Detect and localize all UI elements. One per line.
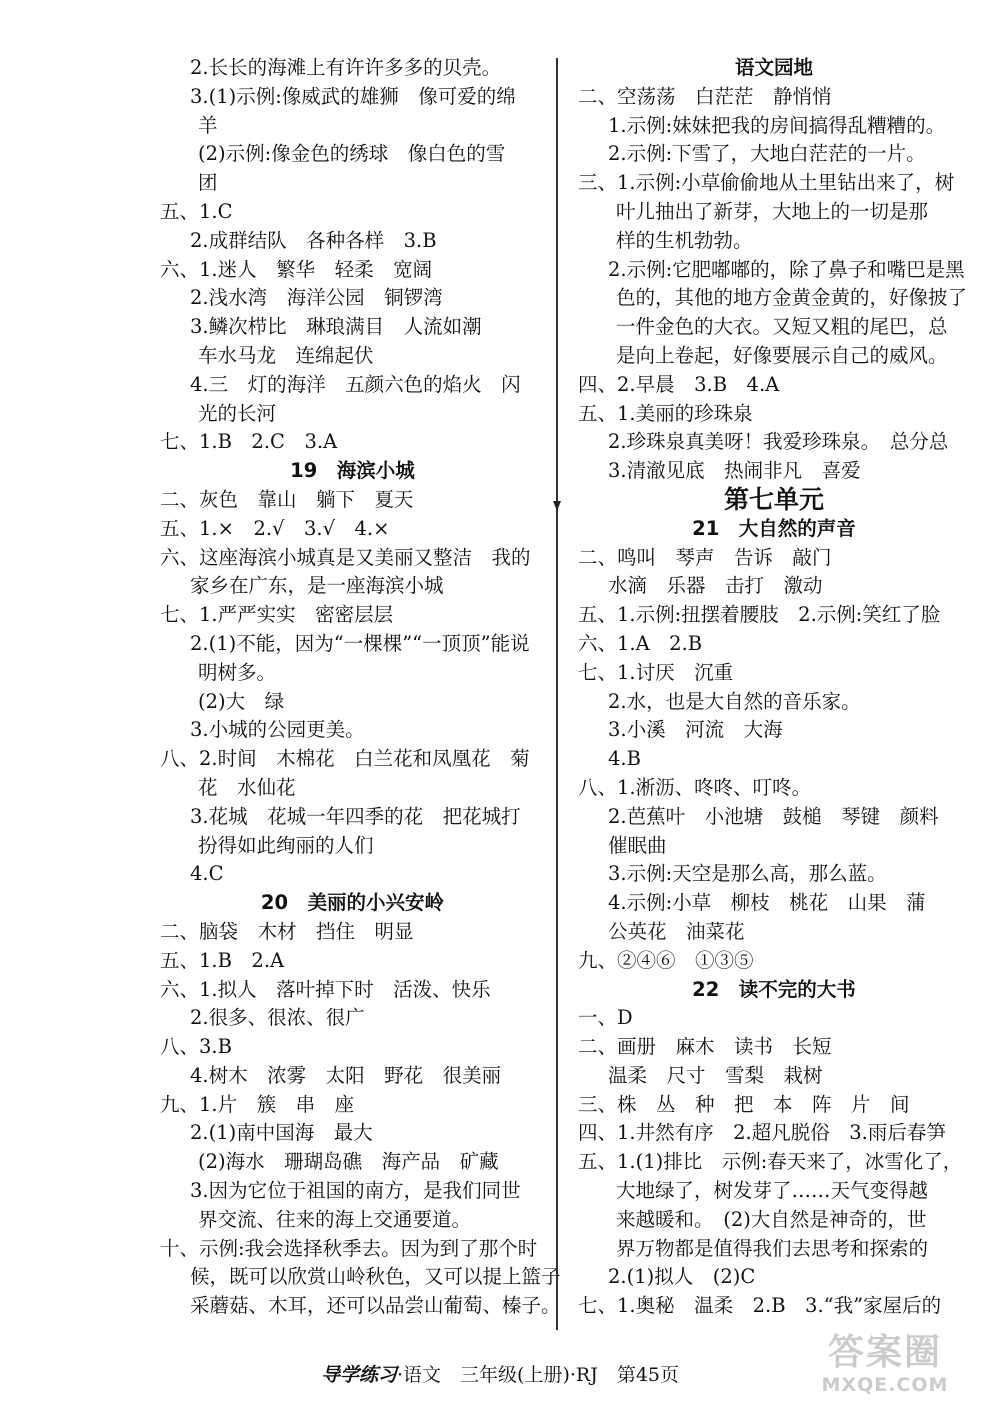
answer-line: 七、1.严严实实 密密层层 [160,603,394,627]
watermark-title: 答案圈 [827,1332,942,1373]
answer-line: 九、②④⑥ ①③⑤ [578,948,754,972]
answer-line: 大地绿了，树发芽了……天气变得越 [616,1179,929,1203]
answer-line: 4.示例:小草 柳枝 桃花 山果 蒲 [608,891,926,915]
answer-line: 五、1.示例:扭摆着腰肢 2.示例:笑红了脸 [578,603,941,627]
answer-line: 温柔 尺寸 雪梨 栽树 [608,1063,823,1087]
answer-line: 4.树木 浓雾 太阳 野花 很美丽 [190,1063,502,1087]
answer-line: 4.B [608,747,641,771]
section-heading: 22 读不完的大书 [692,977,856,1001]
answer-line: 3.花城 花城一年四季的花 把花城打 [190,804,521,828]
answer-line: 三、1.示例:小草偷偷地从土里钻出来了，树 [578,171,955,195]
answer-line: 一、D [578,1006,633,1030]
answer-line: 团 [198,171,218,195]
answer-line: 2.示例:它肥嘟嘟的，除了鼻子和嘴巴是黑 [608,257,965,281]
answer-line: 五、1.B 2.A [160,948,285,972]
answer-line: 2.(1)拟人 (2)C [608,1265,756,1289]
answer-line: 来越暖和。 (2)大自然是神奇的，世 [616,1207,927,1231]
answer-line: 4.三 灯的海洋 五颜六色的焰火 闪 [190,372,521,396]
answer-line: 3.小城的公园更美。 [190,718,365,742]
answer-line: 2.芭蕉叶 小池塘 鼓槌 琴键 颜料 [608,804,939,828]
section-heading: 19 海滨小城 [290,459,415,483]
answer-line: 一件金色的大衣。又短又粗的尾巴，总 [616,315,948,339]
answer-line: 公英花 油菜花 [608,919,745,943]
answer-line: 二、灰色 靠山 躺下 夏天 [160,487,414,511]
answer-line: 七、1.讨厌 沉重 [578,660,734,684]
answer-line: 八、1.淅沥、咚咚、叮咚。 [578,775,812,799]
answer-line: 五、1.C [160,199,233,223]
answer-line: 六、1.A 2.B [578,631,703,655]
answer-line: 明树多。 [198,660,277,684]
answer-line: 样的生机勃勃。 [616,228,753,252]
answer-line: 二、空荡荡 白茫茫 静悄悄 [578,84,832,108]
answer-line: 家乡在广东，是一座海滨小城 [190,574,444,598]
answer-line: 3.示例:天空是那么高，那么蓝。 [608,862,887,886]
footer-brand: 导学练习 [320,1364,397,1386]
answer-line: 3.(1)示例:像威武的雄狮 像可爱的绵 [190,84,516,108]
answer-line: 七、1.B 2.C 3.A [160,430,338,454]
answer-line: 花 水仙花 [198,775,296,799]
right-column [578,54,970,1321]
answer-line: 九、1.片 簇 串 座 [160,1092,355,1116]
footer-info: ·语文 三年级(上册)·RJ 第45页 [397,1364,680,1386]
answer-line: 五、1.× 2.√ 3.√ 4.× [160,516,390,540]
answer-line: 六、1.拟人 落叶掉下时 活泼、快乐 [160,977,491,1001]
answer-line: 界万物都是值得我们去思考和探索的 [616,1236,929,1260]
answer-line: 2.珍珠泉真美呀！我爱珍珠泉。 总分总 [608,430,949,454]
divider-marker [553,501,561,511]
answer-line: 五、1.(1)排比 示例:春天来了，冰雪化了， [578,1150,963,1174]
section-heading: 语文园地 [734,56,813,79]
answer-line: 界交流、往来的海上交通要道。 [198,1207,472,1231]
answer-line: 3.小溪 河流 大海 [608,718,783,742]
answer-line: 羊 [198,113,218,137]
answer-line: 车水马龙 连绵起伏 [198,343,374,367]
answer-line: 叶儿抽出了新芽，大地上的一切是那 [616,199,929,223]
answer-line: 水滴 乐器 击打 激动 [608,574,823,598]
answer-line: 六、这座海滨小城真是又美丽又整洁 我的 [160,545,531,569]
answer-line: 候，既可以欣赏山岭秋色，又可以提上篮子 [190,1265,561,1289]
answer-line: 三、株 丛 种 把 本 阵 片 间 [578,1092,910,1116]
answer-line: 十、示例:我会选择秋季去。因为到了那个时 [160,1236,538,1260]
answer-line: 六、1.迷人 繁华 轻柔 宽阔 [160,257,433,281]
answer-line: 2.(1)南中国海 最大 [190,1121,373,1145]
answer-line: 3.鳞次栉比 琳琅满目 人流如潮 [190,315,482,339]
answer-line: 2.示例:下雪了，大地白茫茫的一片。 [608,142,926,166]
answer-line: 1.示例:妹妹把我的房间搞得乱糟糟的。 [608,113,946,137]
answer-line: 四、1.井然有序 2.超凡脱俗 3.雨后春笋 [578,1121,946,1145]
section-heading: 第七单元 [723,484,824,514]
answer-line: 2.成群结队 各种各样 3.B [190,228,437,252]
answer-line: 催眠曲 [608,833,667,857]
answer-line: 是向上卷起，好像要展示自己的威风。 [616,343,948,367]
watermark-url: MXQE.COM [821,1374,949,1396]
answer-line: 2.(1)不能，因为“一棵棵”“一顶顶”能说 [190,631,530,655]
answer-line: 五、1.美丽的珍珠泉 [578,401,753,425]
answer-line: 光的长河 [198,401,277,425]
answer-line: 四、2.早晨 3.B 4.A [578,372,780,396]
column-divider [556,58,558,1330]
left-column [160,54,561,1321]
answer-line: 3.因为它位于祖国的南方，是我们同世 [190,1179,521,1203]
answer-line: 扮得如此绚丽的人们 [198,833,374,857]
answer-line: 采蘑菇、木耳，还可以品尝山葡萄、榛子。 [190,1294,561,1318]
answer-line: 二、画册 麻木 读书 长短 [578,1035,832,1059]
answer-line: 2.很多、很浓、很广 [190,1006,365,1030]
answer-line: (2)示例:像金色的绣球 像白色的雪 [198,142,506,166]
answer-line: (2)大 绿 [198,689,285,713]
answer-line: 八、2.时间 木棉花 白兰花和凤凰花 菊 [160,747,530,771]
answer-line: 2.水，也是大自然的音乐家。 [608,689,861,713]
section-heading: 21 大自然的声音 [692,516,856,540]
answer-line: 2.浅水湾 海洋公园 铜锣湾 [190,286,443,310]
answer-line: (2)海水 珊瑚岛礁 海产品 矿藏 [198,1150,499,1174]
answer-line: 八、3.B [160,1035,232,1059]
answer-line: 七、1.奥秘 温柔 2.B 3.“我”家屋后的 [578,1294,942,1318]
answer-line: 4.C [190,862,224,886]
answer-line: 二、鸣叫 琴声 告诉 敲门 [578,545,832,569]
answer-line: 3.清澈见底 热闹非凡 喜爱 [608,459,861,483]
section-heading: 20 美丽的小兴安岭 [260,891,445,915]
answer-line: 色的，其他的地方金黄金黄的，好像披了 [616,286,968,310]
answer-line: 2.长长的海滩上有许许多多的贝壳。 [190,56,502,79]
answer-line: 二、脑袋 木材 挡住 明显 [160,919,414,943]
watermark-logo [810,1333,960,1405]
